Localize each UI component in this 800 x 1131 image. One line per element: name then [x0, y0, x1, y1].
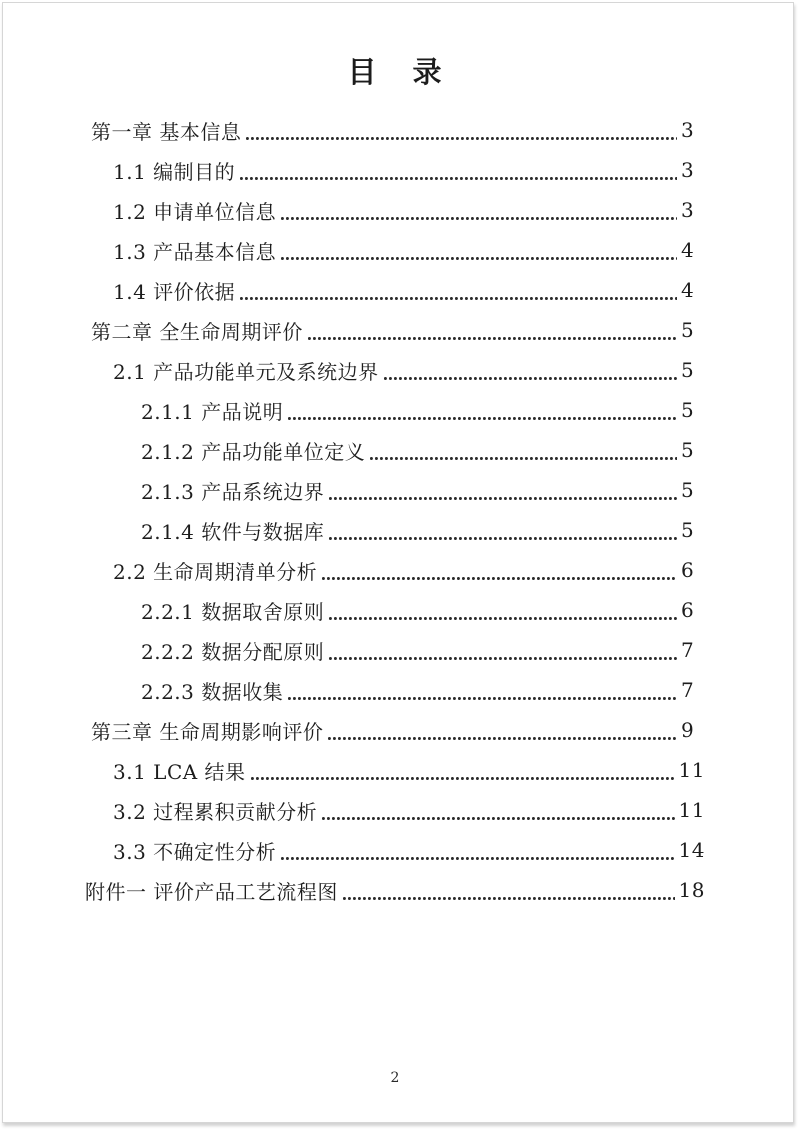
- toc-entry-label: 第一章 基本信息: [91, 119, 242, 144]
- toc-entry-page: 3: [681, 118, 695, 142]
- toc-entry-page: 11: [678, 798, 705, 822]
- dot-leader: [370, 457, 677, 460]
- toc-entry-label: 2.2.2 数据分配原则: [141, 639, 325, 664]
- toc-entry-page: 18: [678, 878, 705, 902]
- page-content: [3, 3, 793, 1122]
- toc-entry-page: 9: [681, 718, 695, 742]
- toc-entry-label: 2.1.3 产品系统边界: [141, 479, 325, 504]
- toc-entry[interactable]: [85, 350, 705, 390]
- toc-entry[interactable]: [85, 550, 705, 590]
- toc-entry-label: 2.1.4 软件与数据库: [141, 519, 325, 544]
- dot-leader: [240, 297, 677, 300]
- toc-entry[interactable]: [85, 790, 705, 830]
- toc-entry-page: 11: [678, 758, 705, 782]
- toc-entry[interactable]: [85, 270, 705, 310]
- toc-entry-page: 7: [681, 638, 695, 662]
- toc-entry-label: 2.1 产品功能单元及系统边界: [113, 359, 379, 384]
- footer-page-number: 2: [390, 1070, 400, 1086]
- toc-entry[interactable]: [85, 150, 705, 190]
- toc-entry-page: 3: [681, 198, 695, 222]
- toc-list: [85, 110, 705, 910]
- dot-leader: [329, 537, 677, 540]
- toc-entry-label: 附件一 评价产品工艺流程图: [85, 879, 338, 904]
- toc-entry-label: 2.2.3 数据收集: [141, 679, 284, 704]
- toc-entry-page: 4: [681, 278, 695, 302]
- dot-leader: [246, 137, 677, 140]
- toc-entry[interactable]: [85, 470, 705, 510]
- toc-entry-label: 第三章 生命周期影响评价: [91, 719, 324, 744]
- dot-leader: [322, 577, 677, 580]
- toc-entry-label: 3.3 不确定性分析: [113, 839, 277, 864]
- toc-entry-page: 5: [681, 318, 695, 342]
- toc-entry[interactable]: [85, 750, 705, 790]
- dot-leader: [308, 337, 677, 340]
- toc-entry[interactable]: [85, 710, 705, 750]
- toc-entry[interactable]: [85, 870, 705, 910]
- toc-entry-page: 3: [681, 158, 695, 182]
- dot-leader: [322, 817, 674, 820]
- toc-entry[interactable]: [85, 110, 705, 150]
- toc-entry[interactable]: [85, 830, 705, 870]
- document-page: [2, 2, 794, 1123]
- toc-entry-label: 2.2 生命周期清单分析: [113, 559, 318, 584]
- toc-entry-label: 第二章 全生命周期评价: [91, 319, 303, 344]
- dot-leader: [343, 897, 675, 900]
- toc-entry-label: 1.1 编制目的: [113, 159, 236, 184]
- toc-entry[interactable]: [85, 630, 705, 670]
- toc-entry-page: 5: [681, 518, 695, 542]
- toc-entry[interactable]: [85, 430, 705, 470]
- toc-entry[interactable]: [85, 390, 705, 430]
- toc-entry-page: 5: [681, 398, 695, 422]
- dot-leader: [281, 257, 677, 260]
- toc-entry-label: 1.3 产品基本信息: [113, 239, 277, 264]
- dot-leader: [281, 857, 674, 860]
- toc-entry-label: 1.4 评价依据: [113, 279, 236, 304]
- toc-entry-label: 3.2 过程累积贡献分析: [113, 799, 318, 824]
- dot-leader: [288, 417, 677, 420]
- toc-entry-page: 4: [681, 238, 695, 262]
- toc-entry[interactable]: [85, 310, 705, 350]
- dot-leader: [240, 177, 677, 180]
- toc-entry-page: 14: [678, 838, 705, 862]
- toc-entry[interactable]: [85, 230, 705, 270]
- toc-entry-label: 2.2.1 数据取舍原则: [141, 599, 325, 624]
- dot-leader: [281, 217, 677, 220]
- toc-entry-page: 5: [681, 358, 695, 382]
- dot-leader: [251, 777, 675, 780]
- toc-entry-page: 7: [681, 678, 695, 702]
- toc-entry-page: 5: [681, 478, 695, 502]
- toc-entry-page: 6: [681, 558, 695, 582]
- toc-entry[interactable]: [85, 590, 705, 630]
- dot-leader: [328, 737, 677, 740]
- toc-entry-label: 2.1.2 产品功能单位定义: [141, 439, 366, 464]
- toc-entry-label: 2.1.1 产品说明: [141, 399, 284, 424]
- toc-entry-page: 5: [681, 438, 695, 462]
- toc-entry[interactable]: [85, 510, 705, 550]
- dot-leader: [329, 657, 677, 660]
- toc-entry-page: 6: [681, 598, 695, 622]
- toc-title: 目 录: [347, 55, 443, 89]
- dot-leader: [329, 497, 677, 500]
- dot-leader: [288, 697, 677, 700]
- toc-entry-label: 1.2 申请单位信息: [113, 199, 277, 224]
- dot-leader: [329, 617, 677, 620]
- dot-leader: [384, 377, 677, 380]
- toc-entry[interactable]: [85, 190, 705, 230]
- toc-entry[interactable]: [85, 670, 705, 710]
- toc-entry-label: 3.1 LCA 结果: [113, 759, 246, 784]
